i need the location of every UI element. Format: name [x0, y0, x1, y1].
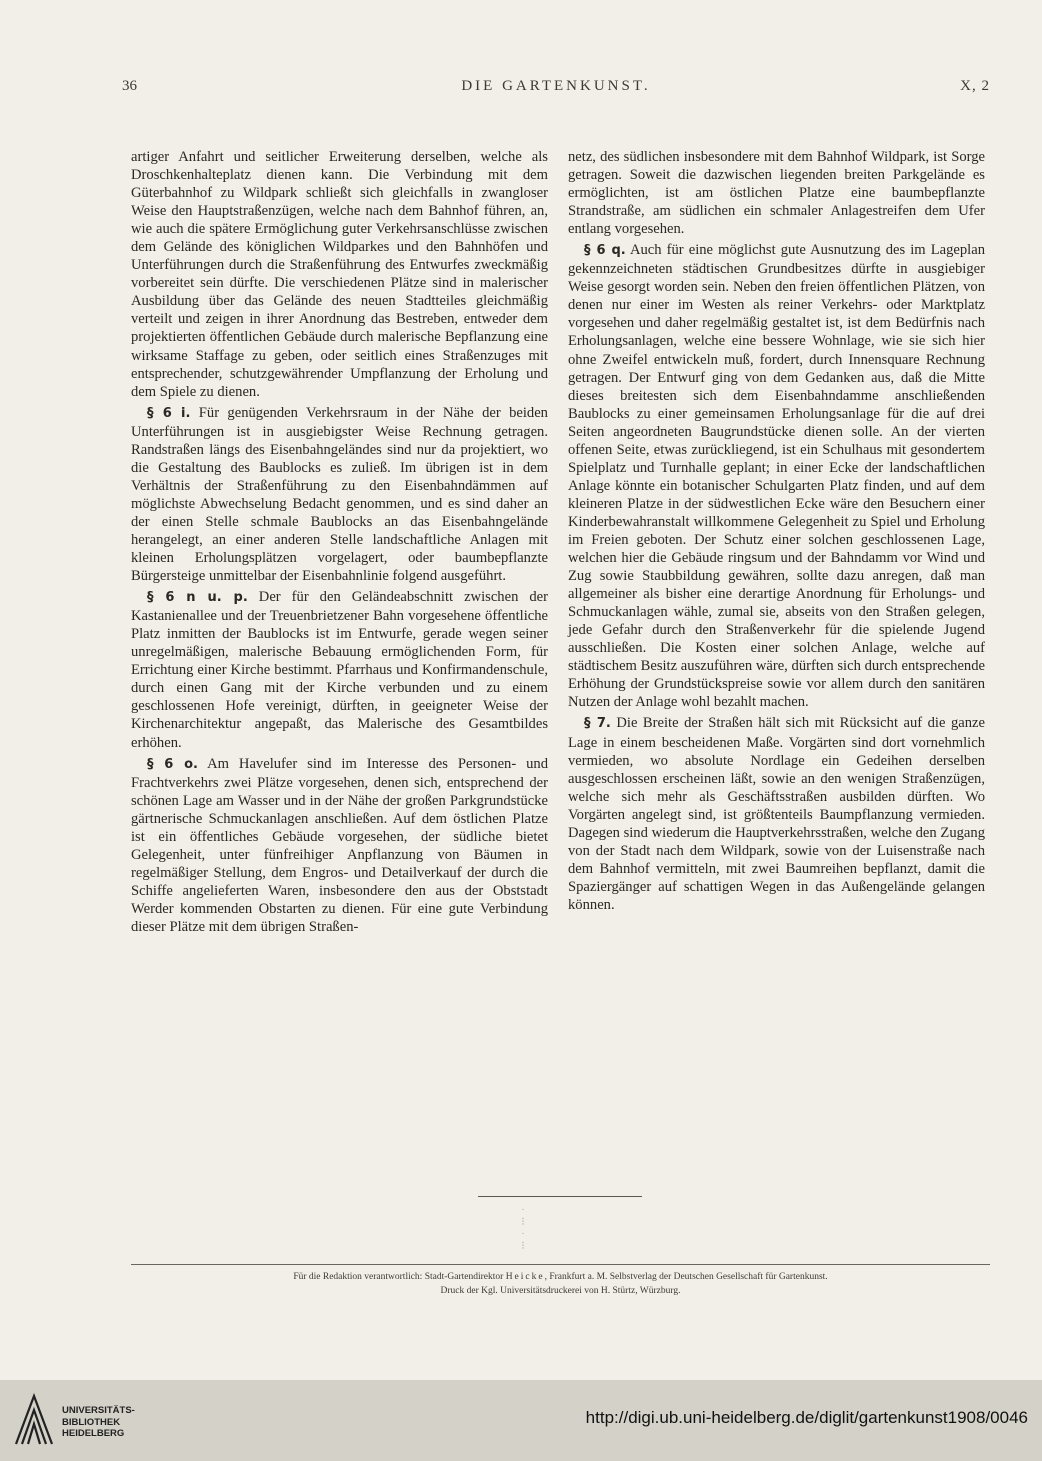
paragraph: netz, des südlichen insbesondere mit dem Bahnhof Wildpark, ist Sorge getragen. Soweit die dazwischen liegenden breiten Parkgelände es ermöglichten, ist am östlichen Platze eine baumbepflanzte Strandstraße, am südlichen ein schmaler Anlagestreifen dem Ufer entlang vorgesehen. — [568, 149, 985, 238]
running-header — [122, 78, 990, 100]
section-mark: § 6 n u. p. — [147, 590, 248, 606]
section-mark: § 6 o. — [147, 756, 198, 772]
ornament-icon: · ⁝ · ⁝ — [521, 1204, 525, 1252]
journal-title: DIE GARTENKUNST. — [461, 78, 651, 94]
permalink[interactable]: http://digi.ub.uni-heidelberg.de/diglit/gartenkunst1908/0046 — [585, 1408, 1028, 1427]
right-column — [568, 148, 985, 914]
paragraph: § 6 q. Auch für eine möglichst gute Ausnutzung des im Lageplan gekennzeichneten städtischen Grundbesitzes dürfte in ausgiebiger Weise gesorgt worden sein. Neben den freien öffentlichen Plätzen, von denen nur einer im Westen als reiner Verkehrs- oder Marktplatz vorgesehen und daher regelmäßig gestaltet ist, ist dem Bedürfnis nach Erholungsanlagen, welche eine bessere Wohnlage, wie sie sich hier ohne Zweifel entwickeln muß, fordert, durch Innensquare Rechnung getragen. Der Entwurf ging von dem Gedanken aus, daß die Mitte dieses breitesten sich dem Eisenbahndamme anschließenden Baublocks zu einer gemeinsamen Erholungsanlage für die auf drei Seiten angeordneten Baugrundstücke dienen solle. An der vierten offenen Seite, etwas zurückliegend, ist ein Schulhaus mit gesondertem Spielplatz und Turnhalle geplant; in einer Ecke der landschaftlichen Anlage könnte ein botanischer Schulgarten Platz finden, und auf dem kleineren Platze in der südwestlichen Ecke wäre den Besuchern einer Kinderbewahranstalt willkommene Gelegenheit zu Spiel und Erholung im Freien geboten. Der Schutz einer solchen geschlossenen Lage, welchen hier die Gebäude ringsum und der Bahndamm vor Wind und Zug sowie Staubbildung gewähren, sollte dazu anregen, daß man allgemeiner als bisher eine derartige Anordnung für Erholungs- und Schmuckanlagen wähle, zumal sie, abseits von den Straßen gelegen, jede Gefahr durch den Straßenverkehr für die spielende Jugend ausschließen. Die Kosten einer solchen Anlage, welche auf städtischem Besitz auszuführen wäre, dürften sich durch entsprechende Erhöhung der Grundstückspreise sowie vor allem durch den sanitären Nutzen der Anlage wohl bezahlt machen. — [568, 242, 986, 711]
imprint-line-1: Für die Redaktion verantwortlich: Stadt-Gartendirektor Heicke, Frankfurt a. M. Selbstverlag der Deutschen Gesellschaft für Gartenkunst. — [293, 1272, 828, 1282]
page-number: 36 — [122, 78, 137, 94]
imprint-line-2: Druck der Kgl. Universitätsdruckerei von H. Stürtz, Würzburg. — [440, 1286, 681, 1296]
library-logo-icon — [12, 1392, 56, 1448]
paragraph: § 6 n u. p. Der für den Geländeabschnitt zwischen der Kastanienallee und der Treuenbrietzener Bahn vorgesehene öffentliche Platz inmitten der Baublocks ist im Entwurfe, gerade wegen seiner unregelmäßigen, malerische Bebauung ermöglichenden Form, für Errichtung einer Kirche bestimmt. Pfarrhaus und Konfirmandenschule, durch einen Gang mit der Kirche verbunden und zu einem geschlossenen Hofe vereinigt, dürften, in geeigneter Weise der Kirchenarchitektur angepaßt, das Malerische des Gesamtbildes erhöhen. — [131, 589, 549, 751]
left-column — [131, 148, 548, 936]
closing-rule — [478, 1196, 642, 1197]
paragraph: § 7. Die Breite der Straßen hält sich mit Rücksicht auf die ganze Lage in einem bescheidenen Maße. Vorgärten sind dort vornehmlich vermieden, wo absolute Nordlage ein Gedeihen derselben ausgeschlossen erscheinen läßt, sowie an den wenigen Straßenzügen, welche sich mehr als Geschäftsstraßen ausbilden dürften. Wo Vorgärten angelegt sind, ist größtenteils Baumpflanzung vermieden. Dagegen sind wiederum die Hauptverkehrsstraßen, welche den Zugang von der Stadt nach dem Wildpark, sowie von der Luisenstraße nach dem Bahnhof vermitteln, mit zwei Baumreihen bepflanzt, damit die Spaziergänger auf schattigen Wegen in das Außengelände gelangen können. — [568, 715, 985, 913]
volume-number: X, 2 — [960, 78, 990, 94]
section-mark: § 6 i. — [147, 405, 191, 421]
paragraph: § 6 i. Für genügenden Verkehrsraum in der Nähe der beiden Unterführungen ist in ausgiebigster Weise Rechnung getragen. Randstraßen längs des Eisenbahngeländes sind nur da projektiert, wo die Gestaltung des Baublocks es zuließ. Im übrigen ist in dem Verhältnis der Straßenführung zu den Eisenbahndämmen auf möglichste Abwechselung Bedacht genommen, und es sind daher an der einen Stelle schmale Baublocks an das Eisenbahngelände herangelegt, an einer anderen Stelle landschaftliche Anlagen mit kleinen Erholungsplätzen vorgelagert, oder baumbepflanzte Bürgersteige unmittelbar der Eisenbahnlinie folgend ausgeführt. — [131, 404, 548, 585]
footer-divider — [131, 1264, 990, 1265]
library-name: UNIVERSITÄTS- BIBLIOTHEK HEIDELBERG — [62, 1405, 135, 1439]
section-mark: § 7. — [584, 716, 611, 732]
section-mark: § 6 q. — [584, 243, 626, 259]
paragraph: artiger Anfahrt und seitlicher Erweiterung derselben, welche als Droschkenhalteplatz dienen kann. Die Verbindung mit dem Güterbahnhof zu Wildpark schließt sich gleichfalls in zwangloser Weise den Hauptstraßenzügen, welche nach dem Bahnhof führen, an, wie auch die spätere Ermöglichung guter Verkehrsanschlüsse zwischen dem Gelände des königlichen Wildparkes und den Bahnhöfen und Unterführungen durch die Straßenführung des Entwurfes zweckmäßig vorbereitet sein dürfte. Die verschiedenen Plätze sind in malerischer Ausbildung über das Gelände des neuen Stadtteiles gleichmäßig verteilt und zeigen in ihrer Anordnung das Bestreben, entweder dem projektierten öffentlichen Gebäude durch malerische Bepflanzung eine wirksame Staffage zu geben, oder seitlich eines Straßenzuges mit entsprechender, schutzgewährender Umpflanzung der Erholung und dem Spiele zu dienen. — [131, 149, 548, 400]
imprint — [131, 1270, 990, 1298]
paragraph: § 6 o. Am Havelufer sind im Interesse des Personen- und Frachtverkehrs zwei Plätze vorgesehen, denen sich, entsprechend der schönen Lage am Wasser und in der Nähe der großen Parkgrundstücke gärtnerische Schmuckanlagen anschließen. Auf dem östlichen Platze ist ein öffentliches Gebäude vorgesehen, der südliche bietet Gelegenheit, unter fünfreihiger Anpflanzung von Bäumen in regelmäßiger Stellung, dem Engros- und Detailverkauf der durch die Schiffe angelieferten Waren, insbesondere den aus der Obststadt Werder kommenden Obstarten zu dienen. Für eine gute Verbindung dieser Plätze mit dem übrigen Straßen- — [131, 755, 549, 935]
